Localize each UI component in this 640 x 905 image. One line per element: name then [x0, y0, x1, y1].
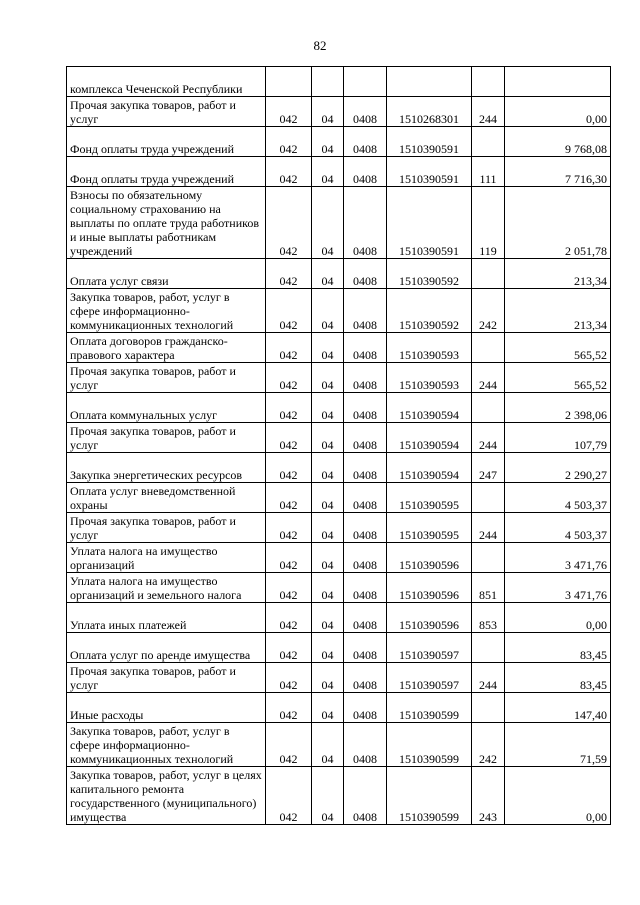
- grbs-code-cell: 042: [266, 259, 312, 289]
- target-article-cell: [387, 67, 472, 97]
- grbs-code-cell: 042: [266, 333, 312, 363]
- section-code-cell: 04: [312, 97, 344, 127]
- target-article-cell: 1510390593: [387, 363, 472, 393]
- expense-type-cell: [472, 393, 505, 423]
- grbs-code-cell: 042: [266, 363, 312, 393]
- section-code-cell: 04: [312, 453, 344, 483]
- grbs-code-cell: 042: [266, 663, 312, 693]
- expense-type-cell: 244: [472, 663, 505, 693]
- expense-name-cell: Закупка энергетических ресурсов: [67, 453, 266, 483]
- expense-type-cell: 244: [472, 423, 505, 453]
- expense-type-cell: 853: [472, 603, 505, 633]
- amount-cell: 0,00: [505, 603, 611, 633]
- subsection-code-cell: 0408: [344, 127, 387, 157]
- amount-cell: 2 051,78: [505, 187, 611, 259]
- table-row: [67, 157, 611, 187]
- expense-name-cell: комплекса Чеченской Республики: [67, 67, 266, 97]
- subsection-code-cell: 0408: [344, 453, 387, 483]
- grbs-code-cell: 042: [266, 97, 312, 127]
- expense-name-cell: Оплата услуг связи: [67, 259, 266, 289]
- subsection-code-cell: 0408: [344, 423, 387, 453]
- expense-type-cell: 247: [472, 453, 505, 483]
- amount-cell: 565,52: [505, 363, 611, 393]
- table-row: [67, 663, 611, 693]
- expense-type-cell: [472, 333, 505, 363]
- expense-name-cell: Уплата иных платежей: [67, 603, 266, 633]
- target-article-cell: 1510390597: [387, 633, 472, 663]
- expense-name-cell: Прочая закупка товаров, работ и услуг: [67, 97, 266, 127]
- expense-name-cell: Прочая закупка товаров, работ и услуг: [67, 513, 266, 543]
- section-code-cell: 04: [312, 259, 344, 289]
- section-code-cell: 04: [312, 127, 344, 157]
- section-code-cell: 04: [312, 723, 344, 767]
- section-code-cell: 04: [312, 663, 344, 693]
- amount-cell: 147,40: [505, 693, 611, 723]
- grbs-code-cell: 042: [266, 633, 312, 663]
- subsection-code-cell: [344, 67, 387, 97]
- subsection-code-cell: 0408: [344, 333, 387, 363]
- grbs-code-cell: 042: [266, 573, 312, 603]
- target-article-cell: 1510390591: [387, 157, 472, 187]
- target-article-cell: 1510390597: [387, 663, 472, 693]
- expense-name-cell: Закупка товаров, работ, услуг в сфере информационно-коммуникационных технологий: [67, 289, 266, 333]
- target-article-cell: 1510390595: [387, 513, 472, 543]
- target-article-cell: 1510390593: [387, 333, 472, 363]
- grbs-code-cell: 042: [266, 157, 312, 187]
- amount-cell: 213,34: [505, 259, 611, 289]
- target-article-cell: 1510390594: [387, 453, 472, 483]
- section-code-cell: 04: [312, 289, 344, 333]
- subsection-code-cell: 0408: [344, 513, 387, 543]
- expense-type-cell: [472, 67, 505, 97]
- table-row: [67, 259, 611, 289]
- grbs-code-cell: 042: [266, 603, 312, 633]
- target-article-cell: 1510390594: [387, 393, 472, 423]
- table-row: [67, 603, 611, 633]
- subsection-code-cell: 0408: [344, 363, 387, 393]
- grbs-code-cell: 042: [266, 543, 312, 573]
- table-row: [67, 453, 611, 483]
- table-row: [67, 423, 611, 453]
- expense-name-cell: Иные расходы: [67, 693, 266, 723]
- target-article-cell: 1510390595: [387, 483, 472, 513]
- subsection-code-cell: 0408: [344, 393, 387, 423]
- table-row: [67, 513, 611, 543]
- expense-type-cell: 242: [472, 723, 505, 767]
- amount-cell: 565,52: [505, 333, 611, 363]
- amount-cell: 107,79: [505, 423, 611, 453]
- table-row: [67, 187, 611, 259]
- target-article-cell: 1510390591: [387, 127, 472, 157]
- expense-name-cell: Прочая закупка товаров, работ и услуг: [67, 663, 266, 693]
- amount-cell: 71,59: [505, 723, 611, 767]
- section-code-cell: 04: [312, 573, 344, 603]
- amount-cell: 4 503,37: [505, 513, 611, 543]
- subsection-code-cell: 0408: [344, 693, 387, 723]
- expense-name-cell: Закупка товаров, работ, услуг в сфере информационно-коммуникационных технологий: [67, 723, 266, 767]
- amount-cell: 7 716,30: [505, 157, 611, 187]
- amount-cell: 3 471,76: [505, 543, 611, 573]
- section-code-cell: 04: [312, 333, 344, 363]
- target-article-cell: 1510390592: [387, 259, 472, 289]
- expense-name-cell: Прочая закупка товаров, работ и услуг: [67, 363, 266, 393]
- section-code-cell: 04: [312, 603, 344, 633]
- section-code-cell: 04: [312, 483, 344, 513]
- amount-cell: 4 503,37: [505, 483, 611, 513]
- subsection-code-cell: 0408: [344, 157, 387, 187]
- grbs-code-cell: 042: [266, 453, 312, 483]
- amount-cell: 0,00: [505, 767, 611, 825]
- section-code-cell: 04: [312, 423, 344, 453]
- section-code-cell: 04: [312, 543, 344, 573]
- table-row: [67, 543, 611, 573]
- subsection-code-cell: 0408: [344, 603, 387, 633]
- expense-type-cell: 244: [472, 97, 505, 127]
- expense-type-cell: 851: [472, 573, 505, 603]
- expense-name-cell: Прочая закупка товаров, работ и услуг: [67, 423, 266, 453]
- table-row: [67, 333, 611, 363]
- expense-name-cell: Оплата услуг вневедомственной охраны: [67, 483, 266, 513]
- expense-type-cell: 119: [472, 187, 505, 259]
- target-article-cell: 1510390596: [387, 603, 472, 633]
- amount-cell: 2 398,06: [505, 393, 611, 423]
- table-row: [67, 633, 611, 663]
- subsection-code-cell: 0408: [344, 289, 387, 333]
- grbs-code-cell: [266, 67, 312, 97]
- subsection-code-cell: 0408: [344, 483, 387, 513]
- target-article-cell: 1510390596: [387, 573, 472, 603]
- amount-cell: 213,34: [505, 289, 611, 333]
- section-code-cell: 04: [312, 693, 344, 723]
- grbs-code-cell: 042: [266, 767, 312, 825]
- grbs-code-cell: 042: [266, 723, 312, 767]
- expense-name-cell: Взносы по обязательному социальному страхованию на выплаты по оплате труда работников и иные выплаты работникам учреждений: [67, 187, 266, 259]
- amount-cell: 83,45: [505, 663, 611, 693]
- amount-cell: 9 768,08: [505, 127, 611, 157]
- amount-cell: [505, 67, 611, 97]
- subsection-code-cell: 0408: [344, 663, 387, 693]
- expense-type-cell: 242: [472, 289, 505, 333]
- target-article-cell: 1510268301: [387, 97, 472, 127]
- grbs-code-cell: 042: [266, 423, 312, 453]
- section-code-cell: 04: [312, 363, 344, 393]
- amount-cell: 83,45: [505, 633, 611, 663]
- expense-type-cell: [472, 633, 505, 663]
- expense-type-cell: 244: [472, 513, 505, 543]
- target-article-cell: 1510390599: [387, 767, 472, 825]
- expense-type-cell: [472, 483, 505, 513]
- table-row: [67, 127, 611, 157]
- grbs-code-cell: 042: [266, 187, 312, 259]
- subsection-code-cell: 0408: [344, 187, 387, 259]
- table-row: [67, 363, 611, 393]
- subsection-code-cell: 0408: [344, 259, 387, 289]
- grbs-code-cell: 042: [266, 483, 312, 513]
- expense-type-cell: 243: [472, 767, 505, 825]
- expense-name-cell: Фонд оплаты труда учреждений: [67, 157, 266, 187]
- table-row: [67, 393, 611, 423]
- section-code-cell: 04: [312, 393, 344, 423]
- grbs-code-cell: 042: [266, 393, 312, 423]
- expense-type-cell: [472, 693, 505, 723]
- expense-name-cell: Оплата услуг по аренде имущества: [67, 633, 266, 663]
- expense-type-cell: [472, 127, 505, 157]
- target-article-cell: 1510390599: [387, 693, 472, 723]
- table-row: [67, 289, 611, 333]
- target-article-cell: 1510390596: [387, 543, 472, 573]
- table-row: [67, 723, 611, 767]
- table-row: [67, 483, 611, 513]
- table-row: [67, 67, 611, 97]
- expense-type-cell: 111: [472, 157, 505, 187]
- expense-name-cell: Оплата договоров гражданско-правового характера: [67, 333, 266, 363]
- expense-name-cell: Уплата налога на имущество организаций: [67, 543, 266, 573]
- expense-type-cell: [472, 543, 505, 573]
- expense-type-cell: 244: [472, 363, 505, 393]
- grbs-code-cell: 042: [266, 693, 312, 723]
- target-article-cell: 1510390594: [387, 423, 472, 453]
- section-code-cell: 04: [312, 633, 344, 663]
- target-article-cell: 1510390591: [387, 187, 472, 259]
- subsection-code-cell: 0408: [344, 633, 387, 663]
- expense-name-cell: Фонд оплаты труда учреждений: [67, 127, 266, 157]
- section-code-cell: [312, 67, 344, 97]
- subsection-code-cell: 0408: [344, 97, 387, 127]
- target-article-cell: 1510390592: [387, 289, 472, 333]
- subsection-code-cell: 0408: [344, 767, 387, 825]
- table-row: [67, 693, 611, 723]
- subsection-code-cell: 0408: [344, 723, 387, 767]
- table-row: [67, 97, 611, 127]
- table-row: [67, 573, 611, 603]
- amount-cell: 2 290,27: [505, 453, 611, 483]
- table-body: [67, 67, 611, 825]
- expense-type-cell: [472, 259, 505, 289]
- page-number: 82: [313, 38, 327, 53]
- grbs-code-cell: 042: [266, 289, 312, 333]
- budget-table: [66, 66, 611, 825]
- expense-name-cell: Оплата коммунальных услуг: [67, 393, 266, 423]
- expense-name-cell: Закупка товаров, работ, услуг в целях капитального ремонта государственного (муниципального) имущества: [67, 767, 266, 825]
- target-article-cell: 1510390599: [387, 723, 472, 767]
- subsection-code-cell: 0408: [344, 543, 387, 573]
- grbs-code-cell: 042: [266, 127, 312, 157]
- grbs-code-cell: 042: [266, 513, 312, 543]
- section-code-cell: 04: [312, 767, 344, 825]
- expense-name-cell: Уплата налога на имущество организаций и земельного налога: [67, 573, 266, 603]
- amount-cell: 3 471,76: [505, 573, 611, 603]
- section-code-cell: 04: [312, 187, 344, 259]
- section-code-cell: 04: [312, 513, 344, 543]
- subsection-code-cell: 0408: [344, 573, 387, 603]
- amount-cell: 0,00: [505, 97, 611, 127]
- table-row: [67, 767, 611, 825]
- section-code-cell: 04: [312, 157, 344, 187]
